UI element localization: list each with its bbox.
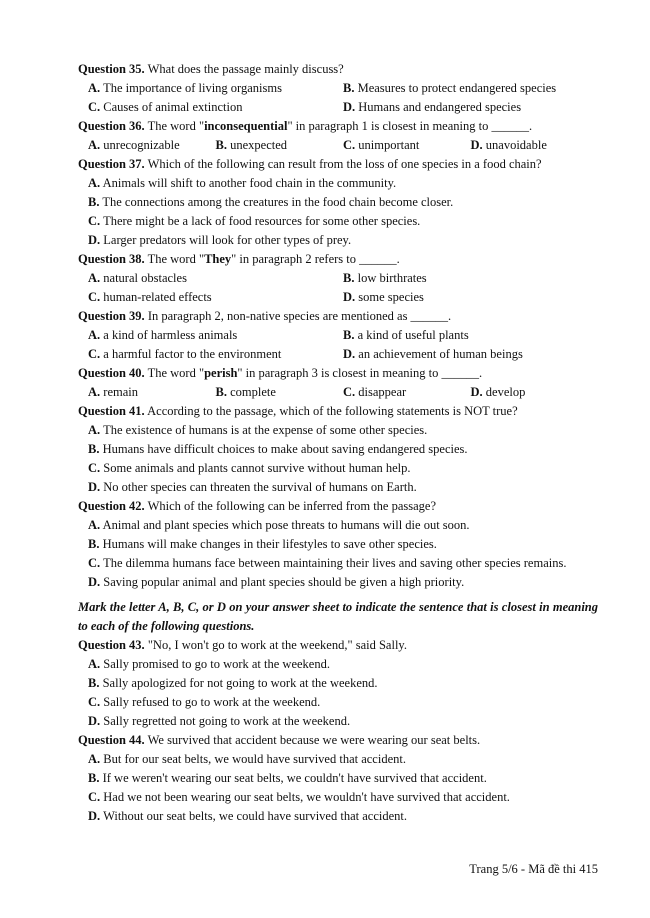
- page-footer: Trang 5/6 - Mã đề thi 415: [469, 862, 598, 876]
- option-letter: C.: [343, 385, 356, 399]
- answer-option: [88, 326, 343, 345]
- option-text: Humans will make changes in their lifestyles to save other species.: [102, 537, 437, 551]
- option-letter: A.: [88, 423, 101, 437]
- question-stem: [78, 117, 598, 136]
- option-text: Animals will shift to another food chain in the community.: [102, 176, 397, 190]
- answer-option: [471, 383, 599, 402]
- option-letter: C.: [88, 461, 101, 475]
- option-letter: A.: [88, 752, 101, 766]
- question-number: Question 42.: [78, 499, 145, 513]
- answer-option: [88, 459, 411, 478]
- keyword: They: [204, 252, 232, 266]
- option-text: If we weren't wearing our seat belts, we couldn't have survived that accident.: [102, 771, 487, 785]
- options-row: [78, 98, 598, 117]
- option-letter: C.: [88, 290, 101, 304]
- option-letter: C.: [88, 100, 101, 114]
- question-number: Question 39.: [78, 309, 145, 323]
- question-group-sentence: [78, 636, 598, 826]
- question-text: "No, I won't go to work at the weekend," said Sally.: [147, 638, 407, 652]
- option-letter: C.: [88, 214, 101, 228]
- option-letter: D.: [470, 385, 483, 399]
- answer-option: [88, 269, 343, 288]
- answer-option: [216, 383, 344, 402]
- question-stem: [78, 731, 598, 750]
- options-row: [78, 712, 598, 731]
- options-row: [78, 212, 598, 231]
- option-letter: A.: [88, 176, 101, 190]
- options-row: [78, 326, 598, 345]
- answer-option: [88, 573, 464, 592]
- answer-option: [88, 516, 470, 535]
- option-letter: B.: [215, 138, 227, 152]
- option-text: Causes of animal extinction: [103, 100, 243, 114]
- question-number: Question 40.: [78, 366, 145, 380]
- option-letter: D.: [343, 347, 356, 361]
- question-stem: [78, 60, 598, 79]
- option-letter: B.: [215, 385, 227, 399]
- option-text: unavoidable: [485, 138, 547, 152]
- question-stem: [78, 307, 598, 326]
- option-text: an achievement of human beings: [358, 347, 523, 361]
- option-text: Sally refused to go to work at the weekend.: [103, 695, 321, 709]
- answer-option: [88, 288, 343, 307]
- option-letter: D.: [343, 290, 356, 304]
- option-letter: D.: [88, 233, 101, 247]
- option-text: natural obstacles: [103, 271, 187, 285]
- options-row: [78, 674, 598, 693]
- option-letter: C.: [88, 790, 101, 804]
- question-text: The word ": [147, 366, 205, 380]
- option-letter: B.: [343, 328, 355, 342]
- option-text: But for our seat belts, we would have survived that accident.: [103, 752, 406, 766]
- option-letter: A.: [88, 657, 101, 671]
- option-letter: C.: [88, 347, 101, 361]
- answer-option: [343, 98, 598, 117]
- answer-option: [88, 712, 350, 731]
- question-text: What does the passage mainly discuss?: [147, 62, 344, 76]
- question-text: Which of the following can be inferred from the passage?: [147, 499, 437, 513]
- answer-option: [88, 655, 330, 674]
- keyword: inconsequential: [204, 119, 288, 133]
- question-number: Question 43.: [78, 638, 145, 652]
- keyword: perish: [204, 366, 238, 380]
- option-letter: D.: [88, 575, 101, 589]
- options-row: [78, 421, 598, 440]
- options-row: [78, 174, 598, 193]
- option-text: unrecognizable: [103, 138, 180, 152]
- question-group-reading: [78, 60, 598, 592]
- answer-option: [343, 136, 471, 155]
- option-text: Larger predators will look for other types of prey.: [103, 233, 352, 247]
- question-number: Question 35.: [78, 62, 145, 76]
- option-text: disappear: [358, 385, 407, 399]
- option-letter: D.: [88, 809, 101, 823]
- option-letter: B.: [88, 676, 100, 690]
- options-row: [78, 693, 598, 712]
- answer-option: [88, 193, 453, 212]
- option-letter: A.: [88, 518, 101, 532]
- option-letter: B.: [88, 442, 100, 456]
- answer-option: [88, 440, 468, 459]
- question-text-end: " in paragraph 3 is closest in meaning to ______.: [237, 366, 483, 380]
- content-area: [78, 60, 598, 826]
- question-text: The word ": [147, 119, 205, 133]
- question-text: Which of the following can result from the loss of one species in a food chain?: [147, 157, 542, 171]
- option-text: The dilemma humans face between maintaining their lives and saving other species remains.: [103, 556, 567, 570]
- section-instruction: Mark the letter A, B, C, or D on your answer sheet to indicate the sentence that is closest in meaning to each of the following questions.: [78, 600, 598, 633]
- option-letter: A.: [88, 385, 101, 399]
- answer-option: [88, 212, 420, 231]
- options-row: [78, 193, 598, 212]
- question-stem: [78, 636, 598, 655]
- question-number: Question 38.: [78, 252, 145, 266]
- option-text: The existence of humans is at the expense of some other species.: [103, 423, 428, 437]
- option-letter: B.: [343, 271, 355, 285]
- question-number: Question 41.: [78, 404, 145, 418]
- question-stem: [78, 497, 598, 516]
- answer-option: [88, 79, 343, 98]
- option-text: Without our seat belts, we could have survived that accident.: [103, 809, 407, 823]
- question-text: We survived that accident because we were wearing our seat belts.: [147, 733, 481, 747]
- option-letter: A.: [88, 138, 101, 152]
- option-text: unexpected: [230, 138, 288, 152]
- option-text: Some animals and plants cannot survive without human help.: [103, 461, 411, 475]
- option-letter: B.: [88, 771, 100, 785]
- option-letter: D.: [88, 480, 101, 494]
- answer-option: [471, 136, 599, 155]
- option-text: a kind of useful plants: [357, 328, 469, 342]
- option-letter: D.: [88, 714, 101, 728]
- question-stem: [78, 402, 598, 421]
- option-text: low birthrates: [357, 271, 427, 285]
- options-row: [78, 478, 598, 497]
- answer-option: [88, 769, 487, 788]
- options-row: [78, 383, 598, 402]
- option-letter: B.: [88, 537, 100, 551]
- options-row: [78, 136, 598, 155]
- question-number: Question 36.: [78, 119, 145, 133]
- options-row: [78, 459, 598, 478]
- options-row: [78, 79, 598, 98]
- answer-option: [343, 345, 598, 364]
- answer-option: [88, 693, 320, 712]
- option-text: Sally regretted not going to work at the weekend.: [103, 714, 351, 728]
- option-text: Sally promised to go to work at the weekend.: [103, 657, 330, 671]
- option-letter: B.: [343, 81, 355, 95]
- question-text: In paragraph 2, non-native species are mentioned as ______.: [147, 309, 452, 323]
- option-text: Humans and endangered species: [358, 100, 522, 114]
- option-text: The connections among the creatures in the food chain become closer.: [102, 195, 454, 209]
- options-row: [78, 769, 598, 788]
- question-text: The word ": [147, 252, 205, 266]
- option-text: Had we not been wearing our seat belts, we wouldn't have survived that accident.: [103, 790, 510, 804]
- options-row: [78, 807, 598, 826]
- answer-option: [88, 788, 510, 807]
- answer-option: [88, 674, 378, 693]
- option-text: a kind of harmless animals: [103, 328, 238, 342]
- answer-option: [88, 383, 216, 402]
- options-row: [78, 345, 598, 364]
- answer-option: [88, 478, 417, 497]
- answer-option: [88, 174, 396, 193]
- option-text: some species: [358, 290, 424, 304]
- option-text: unimportant: [358, 138, 420, 152]
- answer-option: [88, 807, 407, 826]
- answer-option: [343, 269, 598, 288]
- option-letter: C.: [88, 695, 101, 709]
- answer-option: [88, 231, 351, 250]
- answer-option: [343, 383, 471, 402]
- option-text: Saving popular animal and plant species should be given a high priority.: [103, 575, 465, 589]
- answer-option: [88, 136, 216, 155]
- answer-option: [88, 421, 427, 440]
- answer-option: [88, 750, 406, 769]
- question-text-end: " in paragraph 2 refers to ______.: [231, 252, 400, 266]
- answer-option: [88, 98, 343, 117]
- option-text: No other species can threaten the survival of humans on Earth.: [103, 480, 417, 494]
- option-text: Measures to protect endangered species: [357, 81, 557, 95]
- option-letter: D.: [343, 100, 356, 114]
- options-row: [78, 535, 598, 554]
- answer-option: [88, 535, 437, 554]
- options-row: [78, 440, 598, 459]
- option-text: a harmful factor to the environment: [103, 347, 282, 361]
- option-letter: B.: [88, 195, 100, 209]
- question-text-end: " in paragraph 1 is closest in meaning to ______.: [287, 119, 533, 133]
- answer-option: [343, 288, 598, 307]
- question-stem: [78, 250, 598, 269]
- option-text: Animal and plant species which pose threats to humans will die out soon.: [102, 518, 470, 532]
- option-text: The importance of living organisms: [103, 81, 282, 95]
- question-text: According to the passage, which of the following statements is NOT true?: [147, 404, 518, 418]
- options-row: [78, 788, 598, 807]
- option-letter: A.: [88, 271, 101, 285]
- options-row: [78, 516, 598, 535]
- options-row: [78, 554, 598, 573]
- option-text: complete: [230, 385, 276, 399]
- answer-option: [343, 326, 598, 345]
- option-letter: A.: [88, 328, 101, 342]
- options-row: [78, 231, 598, 250]
- option-text: develop: [485, 385, 526, 399]
- option-text: remain: [103, 385, 138, 399]
- answer-option: [343, 79, 598, 98]
- question-number: Question 37.: [78, 157, 145, 171]
- option-text: human-related effects: [103, 290, 212, 304]
- option-letter: C.: [343, 138, 356, 152]
- options-row: [78, 573, 598, 592]
- option-letter: A.: [88, 81, 101, 95]
- answer-option: [88, 345, 343, 364]
- option-text: Sally apologized for not going to work at the weekend.: [102, 676, 378, 690]
- option-text: There might be a lack of food resources for some other species.: [103, 214, 421, 228]
- option-letter: C.: [88, 556, 101, 570]
- question-number: Question 44.: [78, 733, 145, 747]
- option-letter: D.: [470, 138, 483, 152]
- question-stem: [78, 155, 598, 174]
- answer-option: [88, 554, 566, 573]
- answer-option: [216, 136, 344, 155]
- options-row: [78, 288, 598, 307]
- option-text: Humans have difficult choices to make about saving endangered species.: [102, 442, 468, 456]
- options-row: [78, 750, 598, 769]
- options-row: [78, 655, 598, 674]
- options-row: [78, 269, 598, 288]
- question-stem: [78, 364, 598, 383]
